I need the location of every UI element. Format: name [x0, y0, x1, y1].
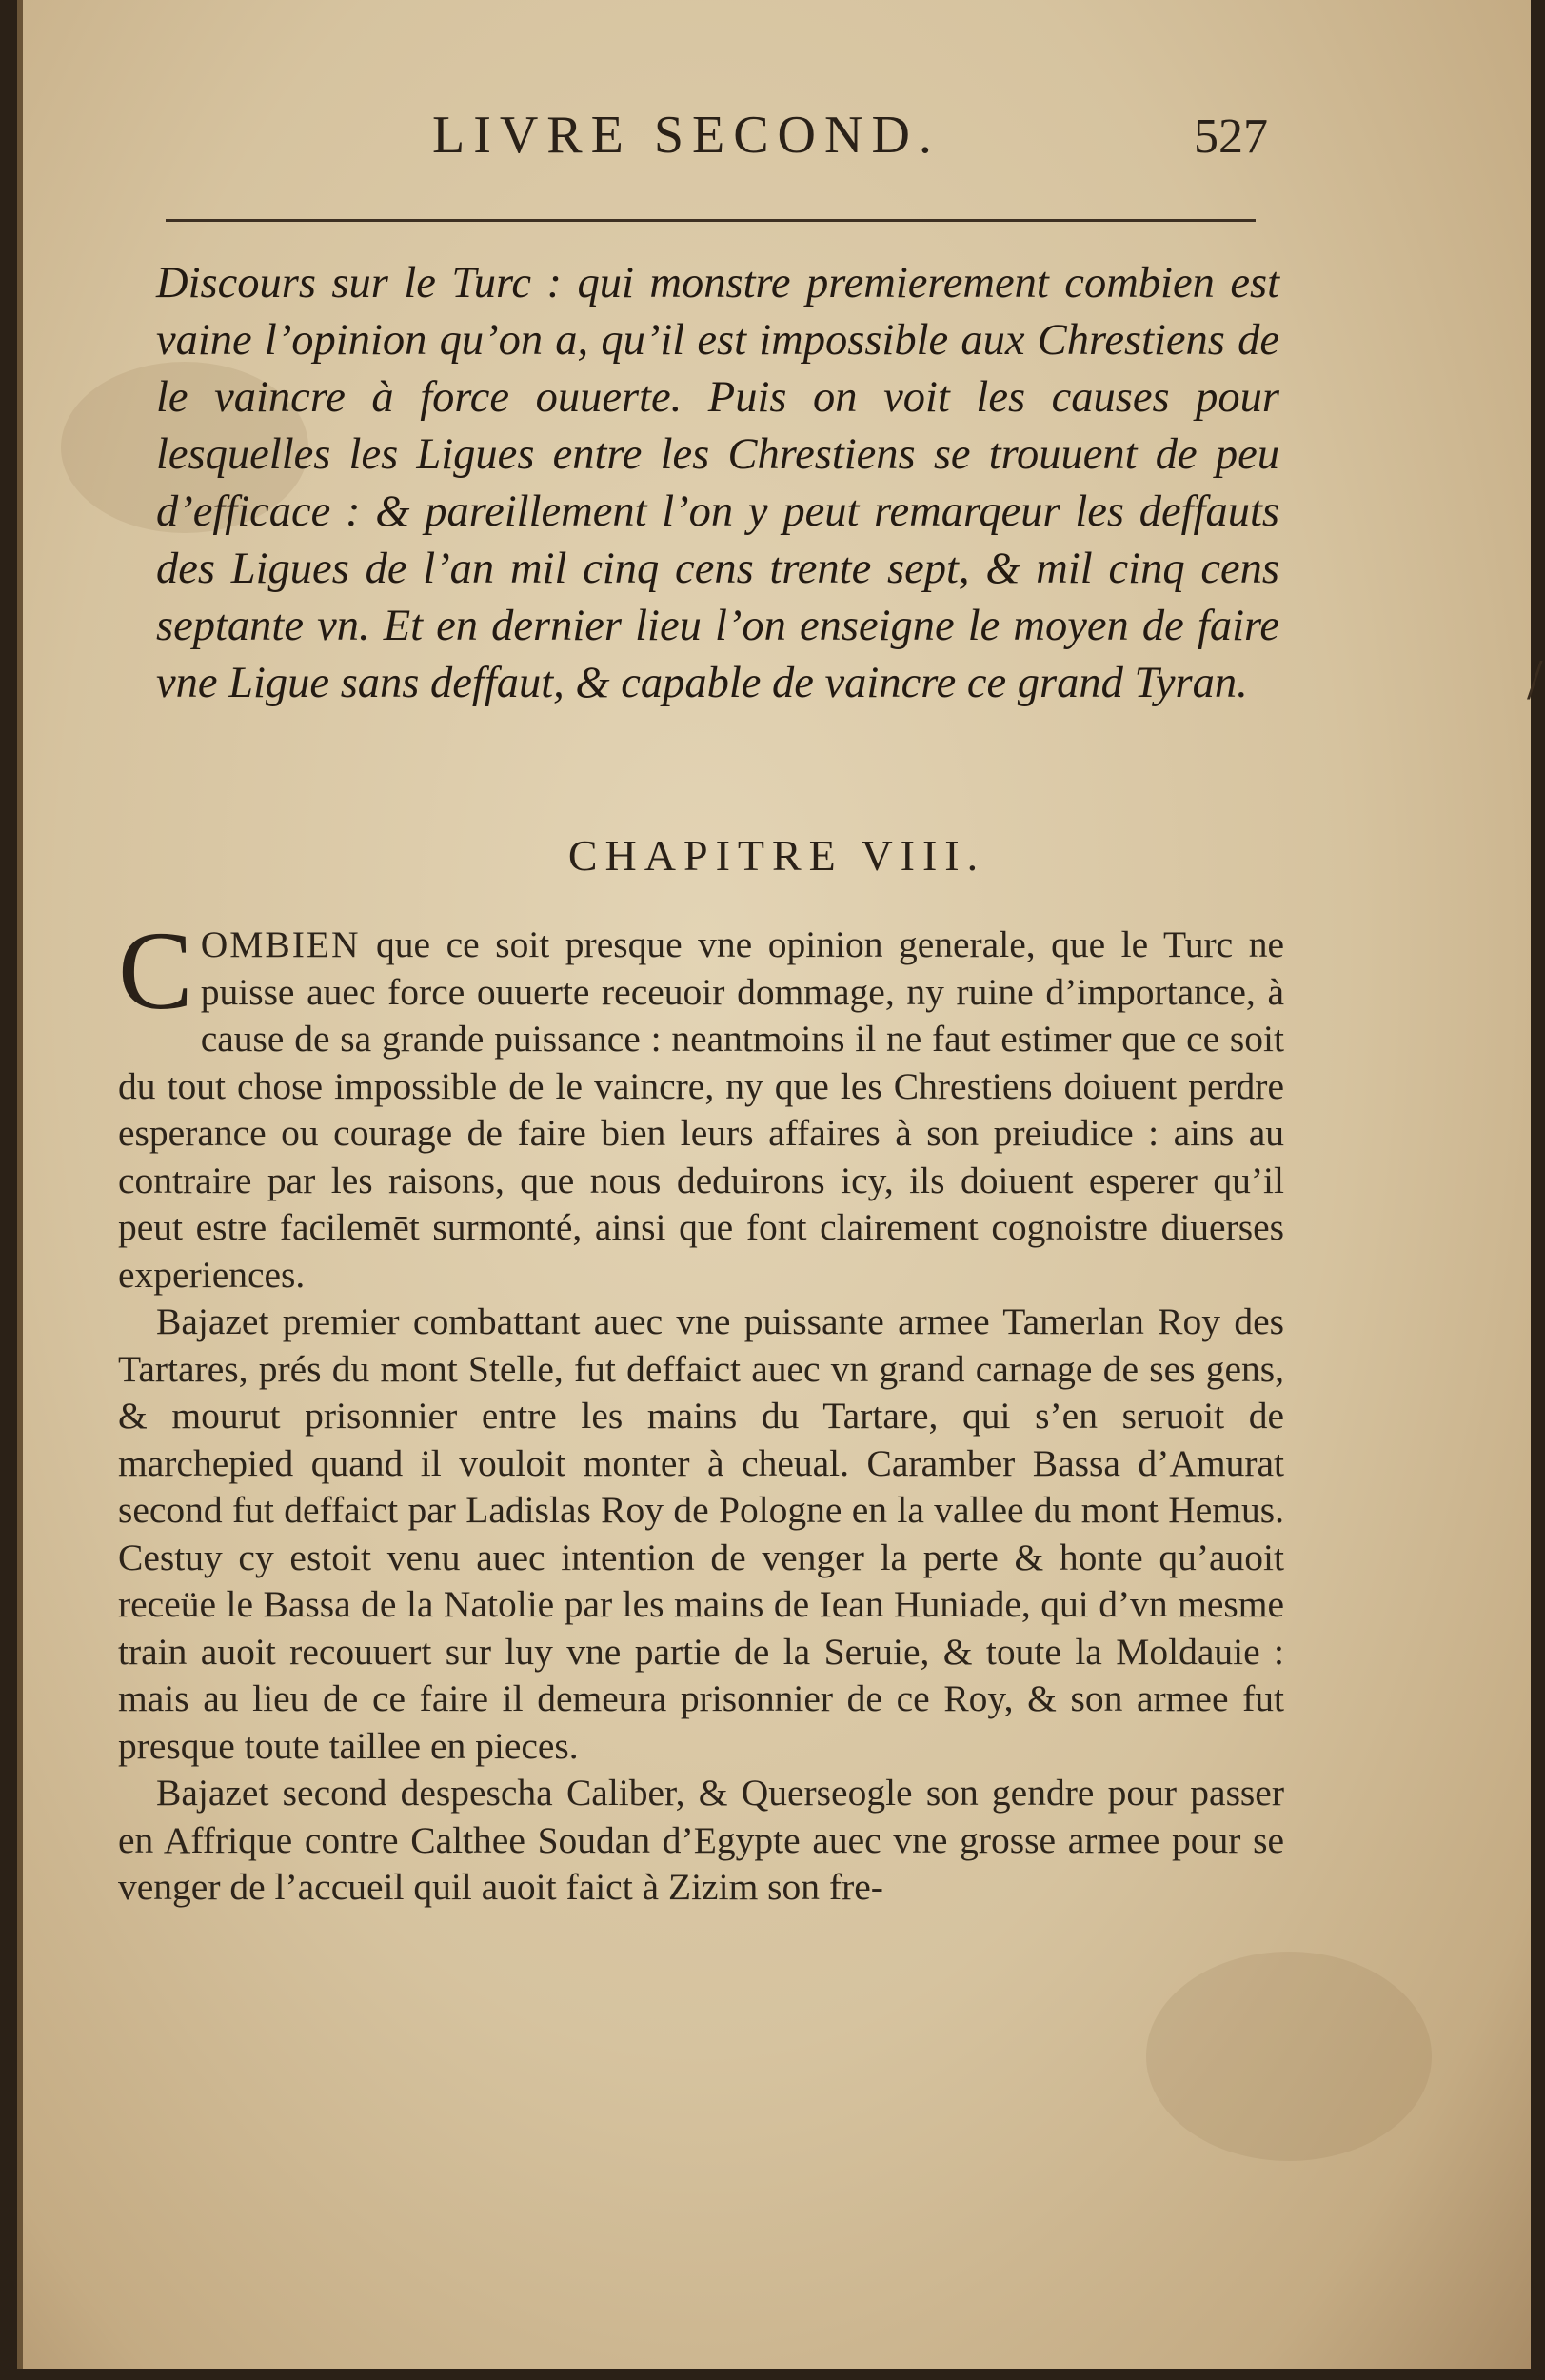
- running-title: LIVRE SECOND.: [432, 106, 941, 165]
- paragraph-1-text: que ce soit presque vne opinion generale, que le Turc ne puisse auec force ouuerte receuoir dommage, ny ruine d’importance, à cause de sa grande puissance : neantmoins il ne faut estimer que ce soit du tout chose impossible de le vaincre, ny que les Chrestiens doiuent perdre esperance ou courage de faire bien leurs affaires à son preiudice : ains au contraire par les raisons, que nous deduirons icy, ils doiuent esperer qu’il peut estre facilemēt surmonté, ainsi que font clairement cognoistre diuerses experiences.: [118, 923, 1284, 1296]
- paragraph-1: [118, 908, 1284, 1299]
- paper-stain: [1146, 1952, 1432, 2161]
- chapter-body: [118, 908, 1284, 1912]
- chapter-summary: Discours sur le Turc : qui monstre premierement combien est vaine l’opinion qu’on a, qu’il est impossible aux Chrestiens de le vaincre à force ouuerte. Puis on voit les causes pour lesquelles les Ligues entre les Chrestiens se trouuent de peu d’efficace : & pareillement l’on y peut remarqeur les deffauts des Ligues de l’an mil cinq cens trente sept, & mil cinq cens septante vn. Et en dernier lieu l’on enseigne le moyen de faire vne Ligue sans deffaut, & capable de vaincre ce grand Tyran.: [156, 259, 1279, 707]
- header-rule: [166, 219, 1256, 222]
- margin-tick-mark: /: [1527, 648, 1543, 711]
- paragraph-3: Bajazet second despescha Caliber, & Querseogle son gendre pour passer en Affrique contre Calthee Soudan d’Egypte auec vne grosse armee pour se venger de l’accueil quil auoit faict à Zizim son fre-: [118, 1772, 1284, 1908]
- drop-cap: C: [118, 908, 193, 1033]
- chapter-heading: CHAPITRE VIII.: [567, 831, 986, 880]
- book-page: [17, 0, 1543, 2369]
- page-number: 527: [1194, 109, 1268, 164]
- page-header: [23, 105, 1531, 181]
- paragraph-2: Bajazet premier combattant auec vne puissante armee Tamerlan Roy des Tartares, prés du mont Stelle, fut deffaict auec vn grand carnage de ses gens, & mourut prisonnier entre les mains du Tartare, qui s’en seruoit de marchepied quand il vouloit monter à cheual. Caramber Bassa d’Amurat second fut deffaict par Ladislas Roy de Pologne en la vallee du mont Hemus. Cestuy cy estoit venu auec intention de venger la perte & honte qu’auoit receüe le Bassa de la Natolie par les mains de Iean Huniade, qui d’vn mesme train auoit recouuert sur luy vne partie de la Seruie, & toute la Moldauie : mais au lieu de ce faire il demeura prisonnier de ce Roy, & son armee fut presque toute taillee en pieces.: [118, 1300, 1284, 1767]
- opening-word: OMBIEN: [200, 923, 361, 965]
